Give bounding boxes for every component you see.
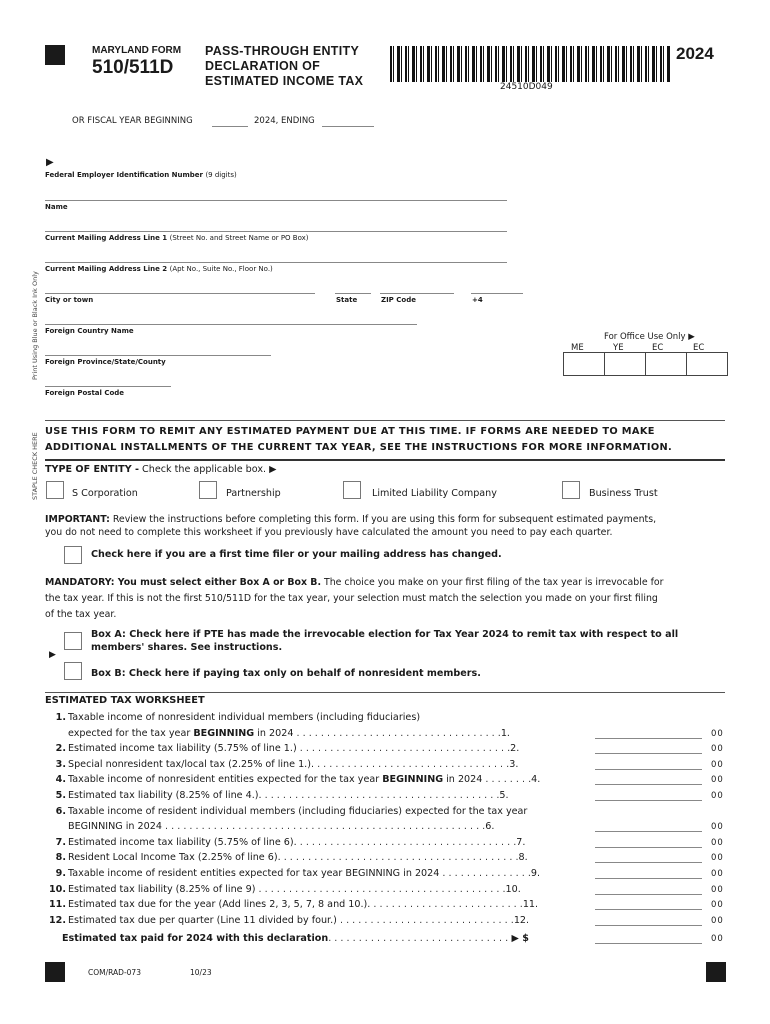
total-amount-field[interactable]	[595, 943, 702, 944]
worksheet-line: 6. Taxable income of resident individual members (including fiduciaries) expected for the tax year	[55, 805, 528, 817]
worksheet-line: 8. Resident Local Income Tax (2.25% of line 6). . . . . . . . . . . . . . . . . . . . . . . . . . . . . . . . . . . . . . . .8.	[55, 852, 528, 864]
registration-mark-bottom-left	[45, 962, 65, 982]
amount-field[interactable]	[595, 800, 702, 801]
mandatory-note: MANDATORY: You must select either Box A or Box B. The choice you make on your first filing of the tax year is irrevocable for the tax year. If this is not the first 510/511D for the tax year, your selection must match the selection you made on your first filing of the tax year.	[45, 577, 664, 620]
form-number: 510/511D	[92, 57, 174, 78]
worksheet-line: 12. Estimated tax due per quarter (Line 11 divided by four.) . . . . . . . . . . . . . . . . . . . . . . . . . . . . .12.	[49, 914, 530, 926]
box-b-checkbox[interactable]	[64, 662, 82, 680]
notice-line: USE THIS FORM TO REMIT ANY ESTIMATED PAYMENT DUE AT THIS TIME. IF FORMS ARE NEEDED TO MAKE	[45, 426, 655, 437]
barcode	[390, 46, 670, 82]
amount-field[interactable]	[595, 894, 702, 895]
amount-field[interactable]	[595, 784, 702, 785]
amount-field[interactable]	[595, 925, 702, 926]
state-field[interactable]	[335, 293, 371, 294]
worksheet-line: 7. Estimated income tax liability (5.75% of line 6). . . . . . . . . . . . . . . . . . . . . . . . . . . . . . . . . . . . .7.	[55, 836, 526, 848]
important-note: IMPORTANT: Review the instructions before completing this form. If you are using this form for subsequent estimated payments, you do not need to complete this worksheet if you previously have calculated the amount you need to pay each quarter.	[45, 514, 657, 538]
amount-field[interactable]	[595, 878, 702, 879]
foreign-province-field[interactable]	[45, 355, 271, 356]
foreign-postal-label: Foreign Postal Code	[45, 389, 125, 397]
amount-cents: 00	[711, 837, 724, 848]
worksheet-heading: ESTIMATED TAX WORKSHEET	[45, 695, 205, 706]
form-title-line: ESTIMATED INCOME TAX	[205, 74, 364, 88]
plus4-label: +4	[472, 296, 483, 304]
amount-cents: 00	[711, 884, 724, 895]
city-field[interactable]	[45, 293, 315, 294]
worksheet-line: 5. Estimated tax liability (8.25% of line 4.). . . . . . . . . . . . . . . . . . . . . . . . . . . . . . . . . . . . . . . .5.	[55, 790, 509, 801]
amount-cents: 00	[711, 791, 724, 801]
office-box-me	[563, 352, 605, 376]
amount-cents: 00	[711, 759, 724, 770]
amount-cents: 00	[711, 853, 724, 864]
foreign-country-field[interactable]	[45, 324, 417, 325]
address-line1-label: Current Mailing Address Line 1 (Street No. and Street Name or PO Box)	[45, 234, 309, 242]
arrow-icon: ▶	[46, 157, 54, 168]
amount-field[interactable]	[595, 847, 702, 848]
amount-cents: 00	[711, 744, 724, 755]
partnership-checkbox[interactable]	[199, 481, 217, 499]
address-line2-label: Current Mailing Address Line 2 (Apt No., Suite No., Floor No.)	[45, 265, 273, 273]
office-use-label: For Office Use Only ▶	[604, 332, 695, 342]
amount-field[interactable]	[595, 909, 702, 910]
partnership-label: Partnership	[226, 488, 281, 499]
zip-field[interactable]	[380, 293, 454, 294]
revision-date: 10/23	[190, 968, 212, 977]
box-a-checkbox[interactable]	[64, 632, 82, 650]
s-corporation-label: S Corporation	[72, 488, 138, 499]
form-title	[205, 44, 363, 89]
tax-year: 2024	[676, 44, 714, 63]
worksheet-line: BEGINNING in 2024 . . . . . . . . . . . . . . . . . . . . . . . . . . . . . . . . . . . . . . . . . . . . . . . . . . . . .6.	[68, 821, 495, 833]
fiscal-ending-label: 2024, ENDING	[254, 116, 315, 126]
worksheet-line: 3. Special nonresident tax/local tax (2.25% of line 1.). . . . . . . . . . . . . . . . . . . . . . . . . . . . . . . . .3.	[55, 758, 519, 770]
divider	[45, 420, 725, 421]
amount-field[interactable]	[595, 753, 702, 754]
worksheet-line: 1. Taxable income of nonresident individual members (including fiduciaries)	[55, 712, 421, 723]
amount-field[interactable]	[595, 862, 702, 863]
address-line1-field[interactable]	[45, 231, 507, 232]
llc-checkbox[interactable]	[343, 481, 361, 499]
worksheet-line: expected for the tax year BEGINNING in 2024 . . . . . . . . . . . . . . . . . . . . . . . . . . . . . . . . . .1.	[68, 727, 510, 739]
form-code: COM/RAD-073	[88, 968, 141, 977]
amount-cents: 00	[711, 775, 724, 786]
amount-cents: 00	[711, 900, 724, 911]
office-col-ye: YE	[613, 343, 624, 353]
foreign-country-label: Foreign Country Name	[45, 327, 134, 335]
office-box-ye	[604, 352, 646, 376]
registration-mark-bottom-right	[706, 962, 726, 982]
form-title-line: DECLARATION OF	[205, 59, 321, 73]
foreign-postal-field[interactable]	[45, 386, 171, 387]
box-b-label: Box B: Check here if paying tax only on behalf of nonresident members.	[91, 668, 481, 679]
fiscal-begin-field[interactable]	[212, 126, 248, 127]
divider	[45, 692, 725, 693]
llc-label: Limited Liability Company	[372, 488, 497, 499]
worksheet-line: 2. Estimated income tax liability (5.75% of line 1.) . . . . . . . . . . . . . . . . . . . . . . . . . . . . . . . . . . .2.	[55, 743, 520, 755]
worksheet-line: 4. Taxable income of nonresident entities expected for the tax year BEGINNING in 2024 . . . . . . . .4.	[55, 774, 541, 786]
city-label: City or town	[45, 296, 94, 304]
registration-mark-top-left	[45, 45, 65, 65]
name-field[interactable]	[45, 200, 507, 201]
first-time-filer-checkbox[interactable]	[64, 546, 82, 564]
name-label: Name	[45, 203, 68, 211]
fein-label: Federal Employer Identification Number (9 digits)	[45, 171, 237, 179]
amount-cents: 00	[711, 869, 724, 879]
barcode-text: 24510D049	[500, 82, 553, 92]
office-col-ec2: EC	[693, 343, 705, 353]
amount-field[interactable]	[595, 769, 702, 770]
divider	[45, 459, 725, 461]
business-trust-checkbox[interactable]	[562, 481, 580, 499]
worksheet-line: 11. Estimated tax due for the year (Add lines 2, 3, 5, 7, 8 and 10.). . . . . . . . . . . . . . . . . . . . . . . . . .11.	[49, 899, 539, 911]
total-line: Estimated tax paid for 2024 with this declaration. . . . . . . . . . . . . . . . . . . . . . . . . . . . . . ▶ $	[62, 933, 529, 944]
office-col-ec: EC	[652, 343, 664, 353]
office-col-me: ME	[571, 343, 584, 353]
notice	[45, 424, 672, 456]
foreign-province-label: Foreign Province/State/County	[45, 358, 166, 366]
amount-field[interactable]	[595, 738, 702, 739]
worksheet-line: 10. Estimated tax liability (8.25% of line 9) . . . . . . . . . . . . . . . . . . . . . . . . . . . . . . . . . . . . . . . . .10.	[49, 883, 521, 895]
entity-type-heading: TYPE OF ENTITY - Check the applicable box. ▶	[45, 464, 277, 475]
staple-instruction: STAPLE CHECK HERE	[31, 432, 39, 500]
amount-field[interactable]	[595, 831, 702, 832]
s-corporation-checkbox[interactable]	[46, 481, 64, 499]
amount-cents: 00	[711, 728, 724, 739]
zip-plus4-field[interactable]	[471, 293, 523, 294]
fiscal-year-label: OR FISCAL YEAR BEGINNING	[72, 116, 193, 126]
office-box-ec2	[686, 352, 728, 376]
total-amount-cents: 00	[711, 934, 724, 944]
first-time-filer-label: Check here if you are a first time filer or your mailing address has changed.	[91, 549, 502, 560]
amount-cents: 00	[711, 822, 724, 833]
arrow-icon: ▶	[49, 650, 56, 660]
box-a-label: Box A: Check here if PTE has made the irrevocable election for Tax Year 2024 to remit tax with respect to all members' shares. See instructions.	[91, 629, 679, 653]
ink-instruction: Print Using Blue or Black Ink Only	[31, 271, 39, 380]
business-trust-label: Business Trust	[589, 488, 658, 499]
office-box-ec	[645, 352, 687, 376]
state-label: State	[336, 296, 358, 304]
form-label: MARYLAND FORM	[92, 45, 182, 56]
address-line2-field[interactable]	[45, 262, 507, 263]
form-title-line: PASS-THROUGH ENTITY	[205, 44, 360, 58]
fiscal-end-field[interactable]	[322, 126, 374, 127]
amount-cents: 00	[711, 915, 724, 926]
zip-label: ZIP Code	[381, 296, 416, 304]
worksheet-line: 9. Taxable income of resident entities expected for tax year BEGINNING in 2024 . . . . . . . . . . . . . . .9.	[55, 868, 541, 879]
notice-line: ADDITIONAL INSTALLMENTS OF THE CURRENT TAX YEAR, SEE THE INSTRUCTIONS FOR MORE INFORMATION.	[45, 442, 673, 453]
